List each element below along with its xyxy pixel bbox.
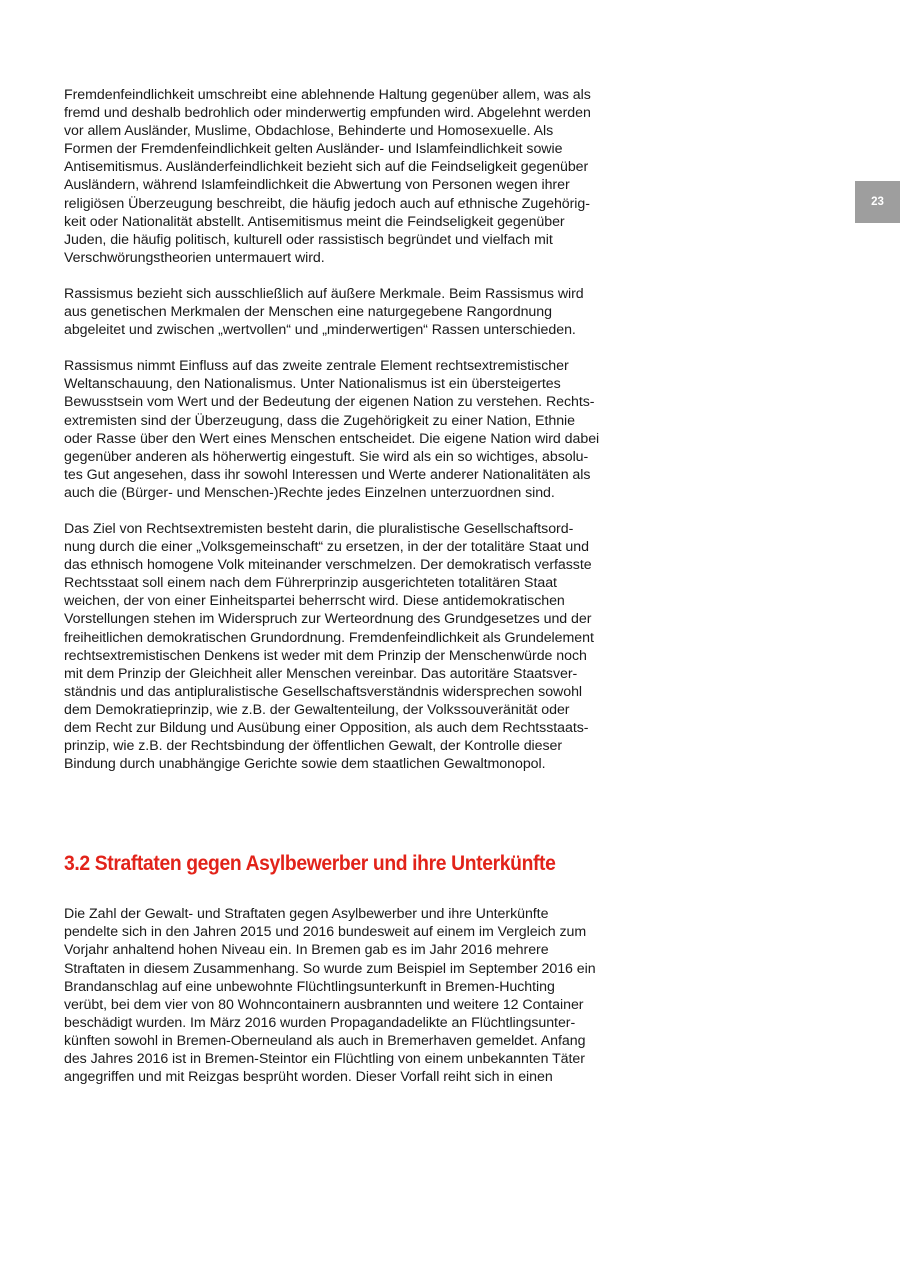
paragraph-straftaten: Die Zahl der Gewalt- und Straftaten gegen Asylbewerber und ihre Unterkünfte pendelte sich in den Jahren 2015 und 2016 bundesweit auf einem im Vergleich zum Vorjahr anhaltend hohen Niveau ein. In Bremen gab es im Jahr 2016 mehrere Straftaten in diesem Zusammenhang. So wurde zum Beispiel im September 2016 ein Brandanschlag auf eine unbewohnte Flüchtlingsunterkunft in Bremen-Huchting verübt, bei dem vier von 80 Wohncontainern ausbrannten und weitere 12 Container beschädigt wurden. Im März 2016 wurden Propagandadelikte an Flüchtlingsunter- künften sowohl in Bremen-Oberneuland als auch in Bremerhaven gemeldet. Anfang des Jahres 2016 ist in Bremen-Steintor ein Flüchtling von einem unbekannten Täter angegriffen und mit Reizgas besprüht worden. Dieser Vorfall reiht sich in einen bbox=[64, 906, 596, 1086]
page-number: 23 bbox=[871, 196, 884, 208]
paragraph-nationalismus: Rassismus nimmt Einfluss auf das zweite zentrale Element rechtsextremistischer Weltanschauung, den Nationalismus. Unter Nationalismus ist ein übersteigertes Bewusstsein vom Wert und der Bedeutung der eigenen Nation zu verstehen. Rechts- extremisten sind der Überzeugung, dass die Zugehörigkeit zu einer Nation, Ethnie oder Rasse über den Wert eines Menschen entscheidet. Die eigene Nation wird dabei gegenüber anderen als höherwertig eingestuft. Sie wird als ein so wichtiges, absolu- tes Gut angesehen, dass ihr sowohl Interessen und Werte anderer Nationalitäten als auch die (Bürger- und Menschen-)Rechte jedes Einzelnen unterzuordnen sind. bbox=[64, 358, 600, 501]
paragraph-rassismus: Rassismus bezieht sich ausschließlich auf äußere Merkmale. Beim Rassismus wird aus genetischen Merkmalen der Menschen eine naturgegebene Rangordnung abgeleitet und zwischen „wertvollen“ und „minderwertigen“ Rassen unterschieden. bbox=[64, 285, 584, 339]
section-heading: 3.2 Straftaten gegen Asylbewerber und ihre Unterkünfte bbox=[64, 852, 556, 876]
page-number-tab bbox=[855, 181, 900, 223]
page-content bbox=[64, 86, 616, 1086]
paragraph-ziel-rechtsextremisten: Das Ziel von Rechtsextremisten besteht darin, die pluralistische Gesellschaftsord- nung durch die einer „Volksgemeinschaft“ zu ersetzen, in der der totalitäre Staat und das ethnisch homogene Volk miteinander verschmelzen. Der demokratisch verfasste Rechtsstaat soll einem nach dem Führerprinzip ausgerichteten totalitären Staat weichen, der von einer Einheitspartei beherrscht wird. Diese antidemokratischen Vorstellungen stehen im Widerspruch zur Werteordnung des Grundgesetzes und der freiheitlichen demokratischen Grundordnung. Fremdenfeindlichkeit als Grundelement rechtsextremistischen Denkens ist weder mit dem Prinzip der Menschenwürde noch mit dem Prinzip der Gleichheit aller Menschen vereinbar. Das autoritäre Staatsver- ständnis und das antipluralistische Gesellschaftsverständnis widersprechen sowohl dem Demokratieprinzip, wie z.B. der Gewaltenteilung, der Volkssouveränität oder dem Recht zur Bildung und Ausübung einer Opposition, als auch dem Rechtsstaats- prinzip, wie z.B. der Rechtsbindung der öffentlichen Gewalt, der Kontrolle dieser Bindung durch unabhängige Gerichte sowie dem staatlichen Gewaltmonopol. bbox=[64, 520, 594, 773]
paragraph-fremdenfeindlichkeit: Fremdenfeindlichkeit umschreibt eine ablehnende Haltung gegenüber allem, was als fremd und deshalb bedrohlich oder minderwertig empfunden wird. Abgelehnt werden vor allem Ausländer, Muslime, Obdachlose, Behinderte und Homosexuelle. Als Formen der Fremdenfeindlichkeit gelten Ausländer- und Islamfeindlichkeit sowie Antisemitismus. Ausländerfeindlichkeit bezieht sich auf die Feindseligkeit gegenüber Ausländern, während Islamfeindlichkeit die Abwertung von Personen wegen ihrer religiösen Überzeugung beschreibt, die häufig jedoch auch auf ethnische Zugehörig- keit oder Nationalität abstellt. Antisemitismus meint die Feindseligkeit gegenüber Juden, die häufig politisch, kulturell oder rassistisch begründet und vielfach mit Verschwörungstheorien untermauert wird. bbox=[64, 87, 591, 266]
